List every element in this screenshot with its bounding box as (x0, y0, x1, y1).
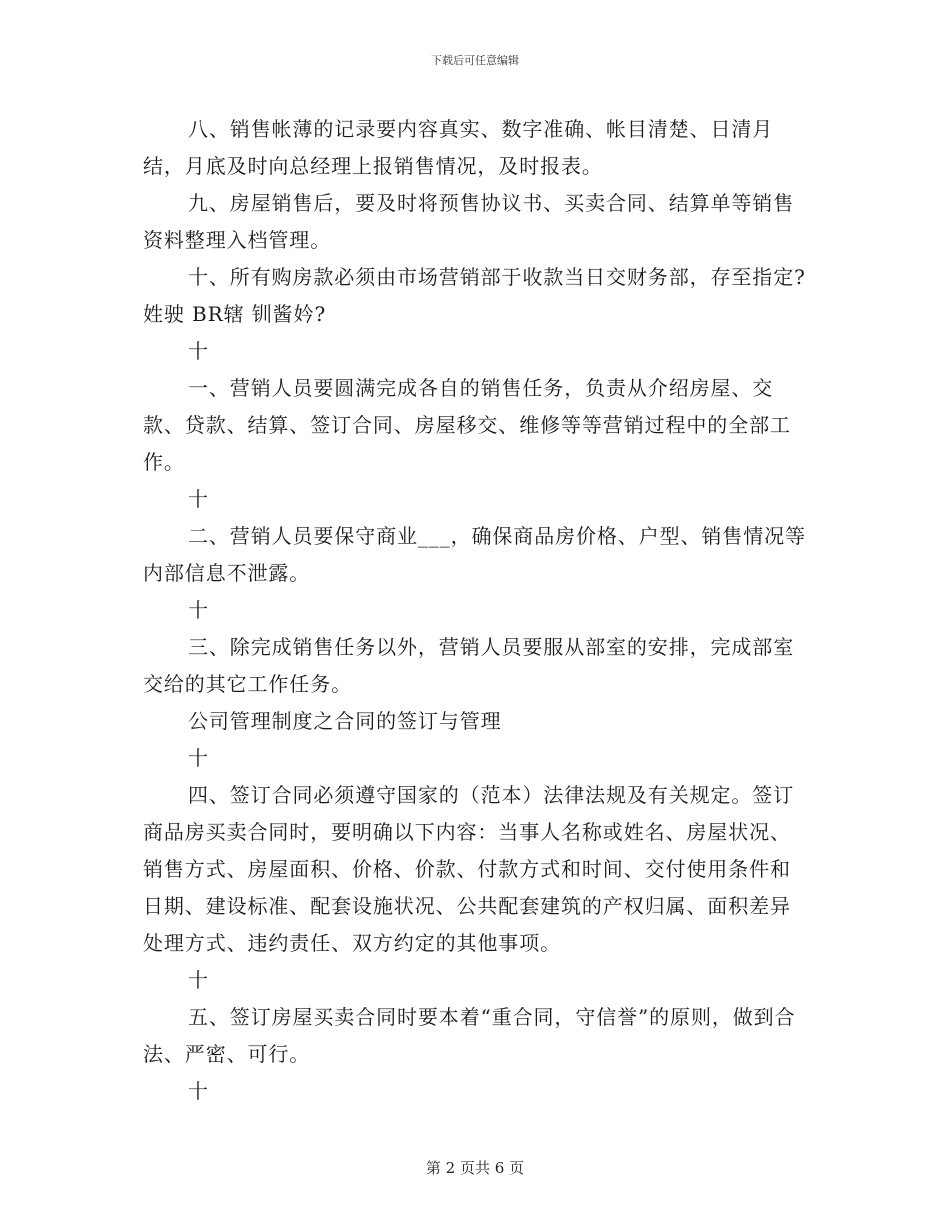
paragraph-9: 九、房屋销售后，要及时将预售协议书、买卖合同、结算单等销售资料整理入档管理。 (143, 191, 795, 252)
section-title: 公司管理制度之合同的签订与管理 (188, 709, 502, 733)
numeral-ten: 十 (188, 487, 209, 511)
paragraph-13: 三、除完成销售任务以外，营销人员要服从部室的安排，完成部室交给的其它工作任务。 (143, 635, 795, 696)
numeral-ten: 十 (188, 339, 209, 363)
paragraph-8: 八、销售帐薄的记录要内容真实、数字准确、帐目清楚、日清月结，月底及时向总经理上报销售情况，及时报表。 (143, 117, 774, 178)
numeral-ten: 十 (188, 1079, 209, 1103)
page-header: 下载后可任意编辑 (431, 54, 519, 67)
paragraph-14: 四、签订合同必须遵守国家的（范本）法律法规及有关规定。签订商品房买卖合同时，要明确以下内容：当事人名称或姓名、房屋状况、销售方式、房屋面积、价格、价款、付款方式和时间、交付使用条件和日期、建设标准、配套设施状况、公共配套建筑的产权归属、面积差异处理方式、违约责任、双方约定的其他事项。 (143, 783, 795, 955)
numeral-ten: 十 (188, 598, 209, 622)
paragraph-12: 二、营销人员要保守商业___，确保商品房价格、户型、销售情况等内部信息不泄露。 (143, 524, 806, 585)
paragraph-11: 一、营销人员要圆满完成各自的销售任务，负责从介绍房屋、交款、贷款、结算、签订合同、房屋移交、维修等等营销过程中的全部工作。 (143, 376, 791, 474)
paragraph-15: 五、签订房屋买卖合同时要本着“重合同，守信誉”的原则，做到合法、严密、可行。 (143, 1005, 796, 1066)
document-body (143, 111, 807, 1110)
numeral-ten: 十 (188, 746, 209, 770)
numeral-ten: 十 (188, 968, 209, 992)
paragraph-10: 十、所有购房款必须由市场营销部于收款当日交财务部，存至指定? 姓驶 BR辖 钏酱妗? (143, 265, 806, 326)
page-footer: 第 2 页共 6 页 (425, 1159, 525, 1177)
